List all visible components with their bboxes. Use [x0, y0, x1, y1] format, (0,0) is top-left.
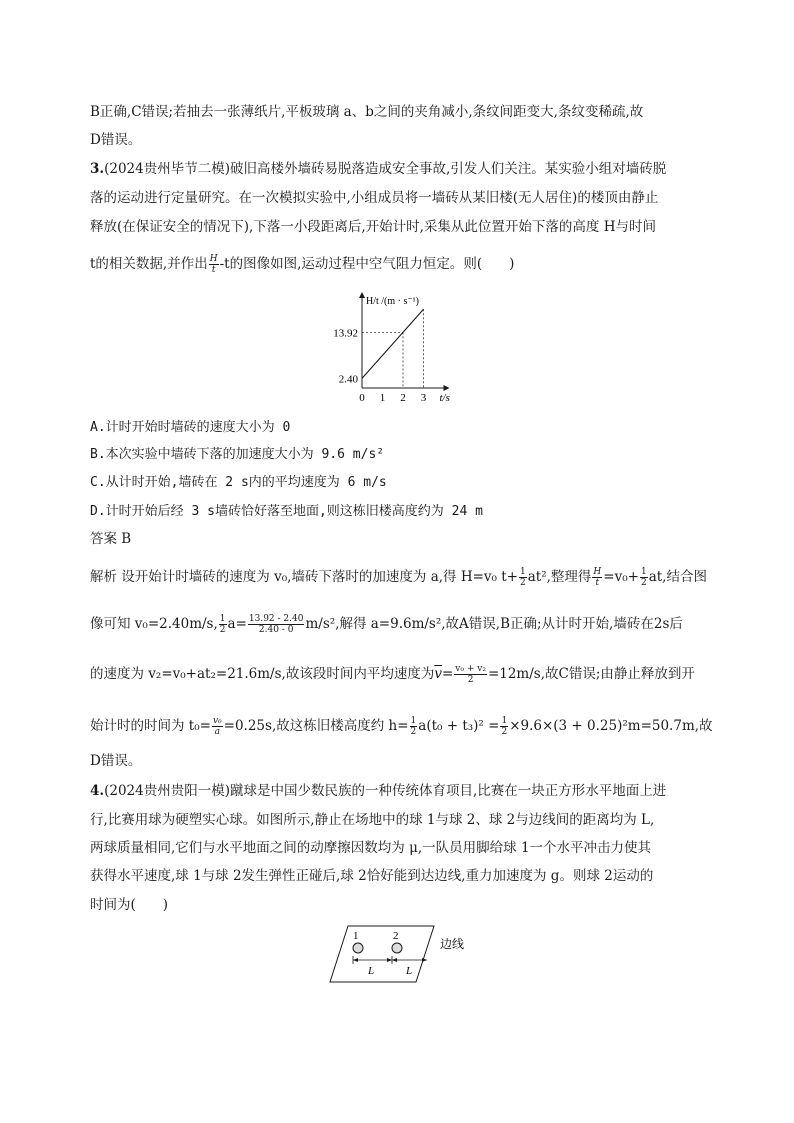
- fraction-h-over-t: [592, 567, 602, 588]
- question-text: (2024贵州贵阳一模)蹴球是中国少数民族的一种传统体育项目,比赛在一块正方形水平地面上进: [104, 783, 667, 799]
- question-3-line: [90, 254, 514, 275]
- text: a(t₀ + t₃)² =: [418, 718, 500, 734]
- ht-t-graph: [322, 286, 472, 408]
- text: =12m/s,故C错误;由静止释放到开: [487, 666, 695, 682]
- question-3-line: 落的运动进行定量研究。在一次模拟实验中,小组成员将一墙砖从某旧楼(无人居住)的楼顶由静止: [90, 190, 659, 206]
- text: =: [441, 666, 454, 682]
- explanation-line: D错误。: [90, 753, 142, 769]
- text: 的速度为 v₂=v₀+at₂=21.6m/s,故该段时间内平均速度为: [90, 666, 435, 682]
- edge-label: 边线: [440, 937, 465, 951]
- fraction-v0-over-a: [212, 716, 223, 737]
- numerator: v₀: [212, 716, 222, 726]
- y-axis-label: H/t /(m · s⁻¹): [366, 296, 419, 307]
- text: at,结合图: [648, 569, 707, 585]
- x-tick-label: 0: [359, 392, 365, 404]
- fraction-half: [410, 716, 418, 737]
- option-d: D.计时开始后经 3 s墙砖恰好落至地面,则这栋旧楼高度约为 24 m: [90, 504, 483, 519]
- question-4-line: 获得水平速度,球 1与球 2发生弹性正碰后,球 2恰好能到达边线,重力加速度为 g。则球 2运动的: [90, 868, 654, 884]
- fraction-half: [640, 567, 648, 588]
- text: t的相关数据,并作出: [90, 256, 208, 272]
- denominator: 2: [640, 578, 647, 588]
- ball-1-label: 1: [353, 930, 359, 942]
- text-line: D错误。: [90, 132, 142, 148]
- denominator: t: [595, 578, 600, 588]
- question-4-line: [90, 782, 666, 800]
- question-text: (2024贵州毕节二模)破旧高楼外墙砖易脱落造成安全事故,引发人们关注。某实验小组对墙砖脱: [104, 161, 667, 177]
- text: at²,整理得: [527, 569, 592, 585]
- denominator: 2: [467, 675, 474, 685]
- distance-label: L: [406, 965, 413, 977]
- question-4-line: 时间为( ): [90, 897, 169, 913]
- series-line: [362, 309, 424, 378]
- fraction-half: [219, 614, 227, 635]
- x-axis-label: t/s: [439, 392, 450, 404]
- question-number: 4.: [90, 783, 105, 799]
- x-axis-arrow: [444, 385, 450, 391]
- question-3-line: 释放(在保证安全的情况下),下落一小段距离后,开始计时,采集从此位置开始下落的高度 H与时间: [90, 219, 656, 235]
- numerator: 1: [410, 716, 417, 726]
- text-line: B正确,C错误;若抽去一张薄纸片,平板玻璃 a、b之间的夹角减小,条纹间距变大,条纹变稀疏,故: [90, 104, 644, 120]
- denominator: a: [214, 727, 220, 737]
- numerator: 1: [219, 614, 226, 624]
- fraction-average-velocity: [454, 664, 487, 685]
- numerator: H: [593, 567, 602, 577]
- question-4-line: 行,比赛用球为硬塑实心球。如图所示,静止在场地中的球 1与球 2、球 2与边线间的距离均为 L,: [90, 812, 655, 828]
- text: 解析 设开始计时墙砖的速度为 v₀,墙砖下落时的加速度为 a,得 H=v₀ t+: [90, 569, 518, 585]
- y-tick-label: 2.40: [338, 373, 358, 386]
- distance-label: L: [368, 965, 375, 977]
- ball-2: [392, 943, 402, 953]
- ball-field-diagram: [322, 918, 482, 988]
- option-c: C.从计时开始,墙砖在 2 s内的平均速度为 6 m/s: [90, 475, 387, 490]
- explanation-line: [90, 716, 713, 737]
- x-tick-label: 1: [379, 392, 386, 404]
- fraction-half: [519, 567, 527, 588]
- arrow-right: [422, 958, 427, 962]
- ball-1: [353, 943, 363, 953]
- denominator: 2: [410, 727, 417, 737]
- text: a=: [227, 616, 247, 632]
- numerator: 1: [640, 567, 647, 577]
- arrow-left: [353, 958, 358, 962]
- y-axis-arrow: [359, 292, 365, 298]
- fraction-slope: [248, 614, 305, 635]
- explanation-line: [90, 567, 707, 588]
- explanation-line: [90, 614, 683, 635]
- ball-2-label: 2: [393, 930, 399, 942]
- text: m/s²,解得 a=9.6m/s²,故A错误,B正确;从计时开始,墙砖在2s后: [305, 616, 683, 632]
- x-tick-label: 2: [400, 392, 406, 404]
- denominator: 2.40 - 0: [258, 625, 294, 635]
- denominator: 2: [520, 578, 526, 588]
- text: ×9.6×(3 + 0.25)²m=50.7m,故: [509, 718, 713, 734]
- question-4-line: 两球质量相同,它们与水平地面之间的动摩擦因数均为 μ,一队员用脚给球 1一个水平冲击力使其: [90, 840, 652, 856]
- text: =v₀+: [603, 569, 639, 585]
- text: =0.25s,故这栋旧楼高度约 h=: [223, 718, 409, 734]
- fraction-half: [500, 716, 508, 737]
- question-3-line: [90, 160, 666, 178]
- arrow-right: [387, 958, 392, 962]
- fraction-h-over-t: [209, 254, 219, 275]
- y-tick-label: 13.92: [333, 327, 358, 340]
- denominator: 2: [219, 625, 226, 635]
- arrow-left: [392, 958, 397, 962]
- numerator: 1: [520, 567, 526, 577]
- explanation-line: [90, 664, 695, 685]
- numerator: 1: [501, 716, 508, 726]
- numerator: v₀ + v₂: [455, 664, 486, 674]
- option-a: A.计时开始时墙砖的速度大小为 0: [90, 420, 291, 435]
- numerator: H: [209, 254, 218, 264]
- answer-line: 答案 B: [90, 531, 132, 547]
- x-tick-label: 3: [420, 392, 427, 404]
- text: -t的图像如图,运动过程中空气阻力恒定。则( ): [219, 256, 515, 272]
- text: 始计时的时间为 t₀=: [90, 718, 211, 734]
- field-outline: [330, 926, 434, 982]
- denominator: 2: [501, 727, 508, 737]
- option-b: B.本次实验中墙砖下落的加速度大小为 9.6 m/s²: [90, 447, 385, 462]
- denominator: t: [211, 265, 216, 275]
- text: 像可知 v₀=2.40m/s,: [90, 616, 218, 632]
- numerator: 13.92 - 2.40: [248, 614, 304, 624]
- v-bar: $\overline{v}$: [434, 666, 442, 682]
- question-number: 3.: [90, 161, 105, 177]
